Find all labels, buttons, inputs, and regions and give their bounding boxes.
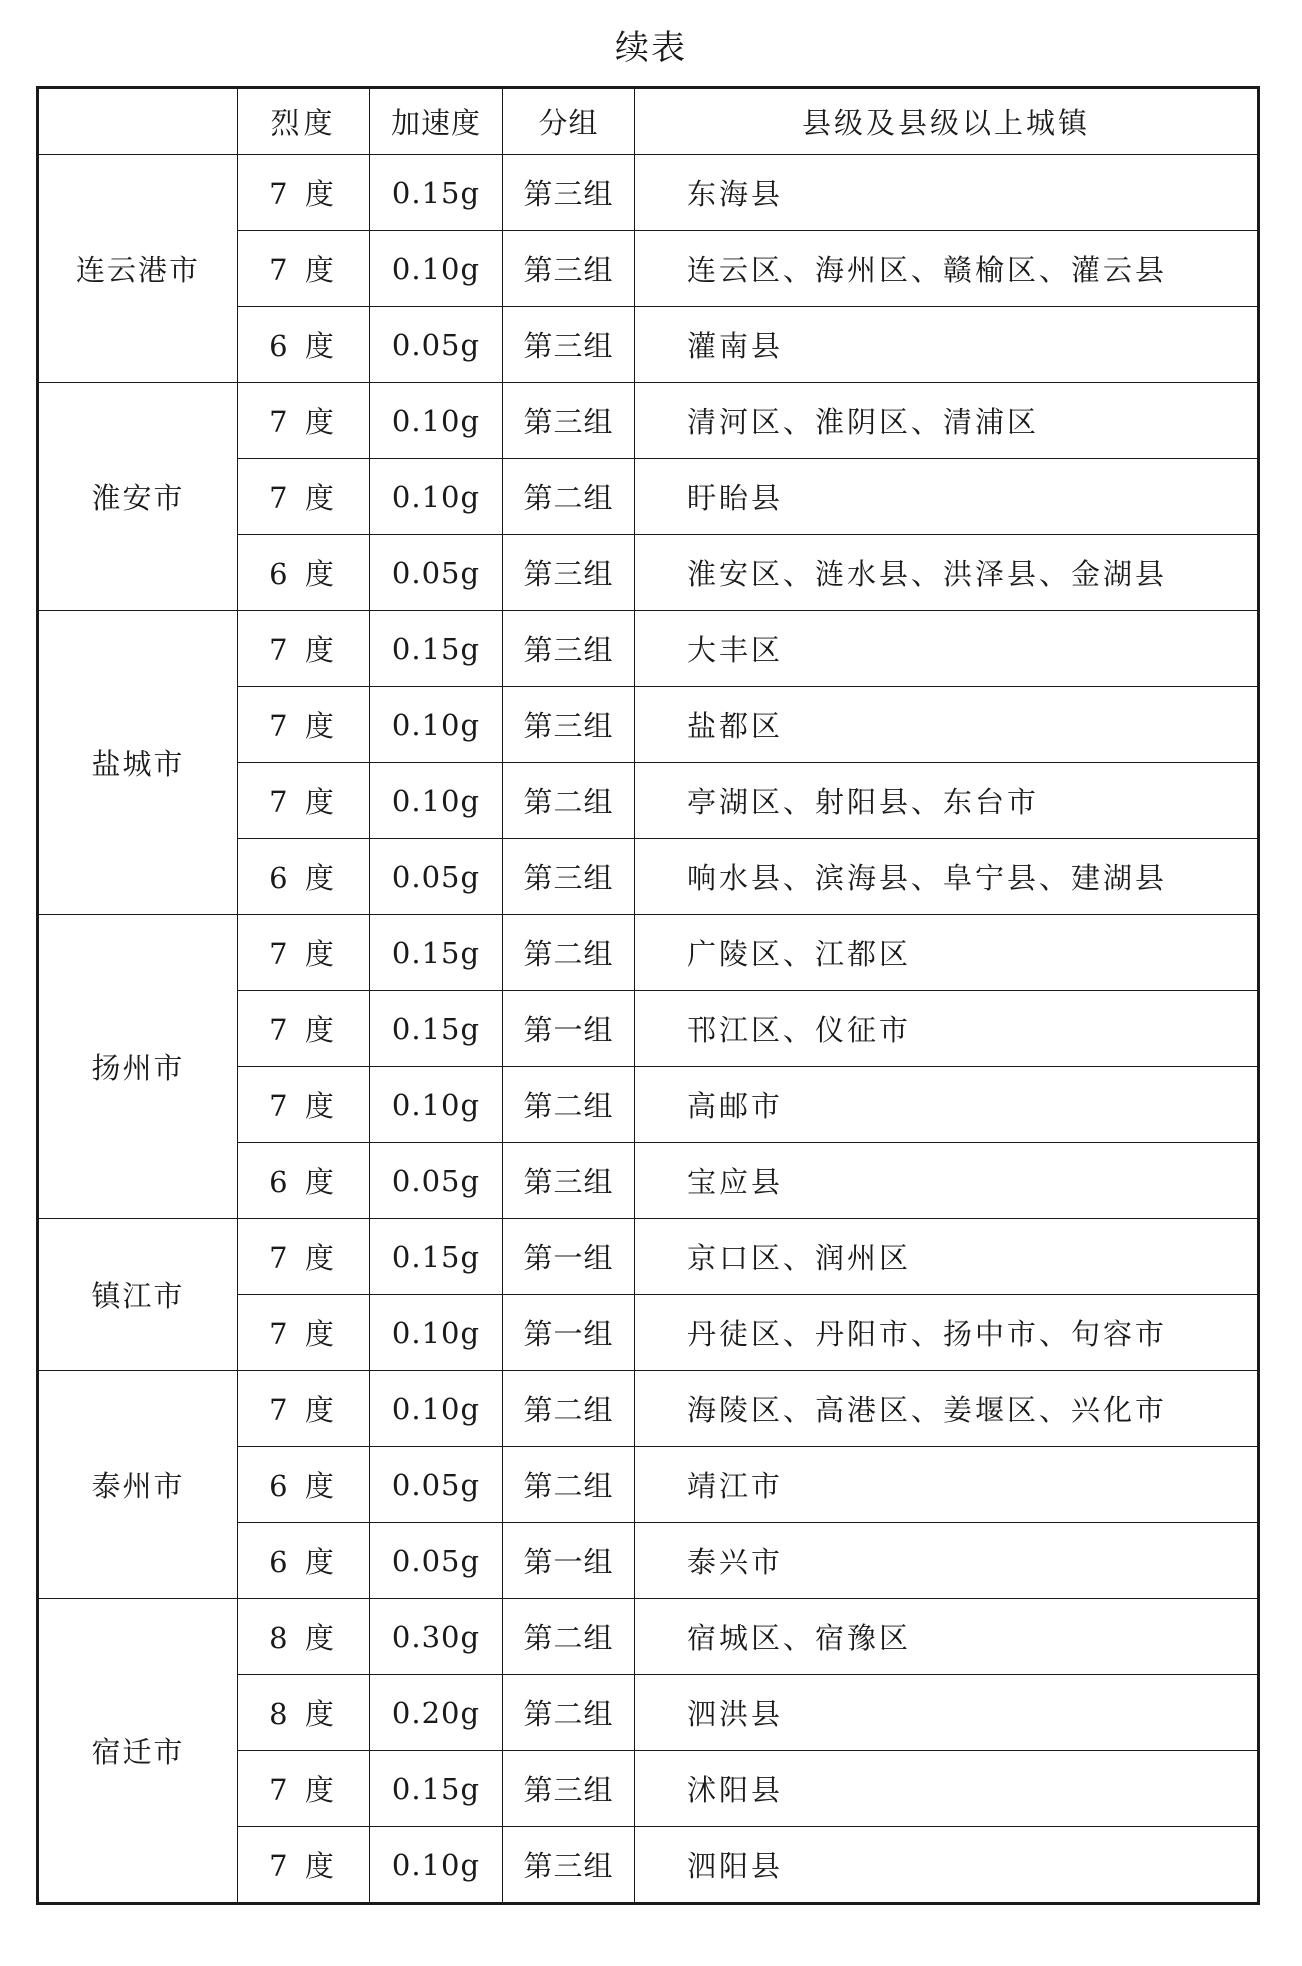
acceleration-cell: 0.10g <box>370 1295 503 1371</box>
group-cell: 第三组 <box>503 611 635 687</box>
towns-cell: 灌南县 <box>635 307 1259 383</box>
acceleration-cell: 0.05g <box>370 307 503 383</box>
group-cell: 第三组 <box>503 1143 635 1219</box>
city-cell: 淮安市 <box>38 383 238 611</box>
intensity-cell: 6 度 <box>238 307 370 383</box>
group-cell: 第三组 <box>503 231 635 307</box>
intensity-cell: 7 度 <box>238 1295 370 1371</box>
group-cell: 第一组 <box>503 1219 635 1295</box>
towns-cell: 泗洪县 <box>635 1675 1259 1751</box>
group-cell: 第二组 <box>503 1067 635 1143</box>
towns-cell: 沭阳县 <box>635 1751 1259 1827</box>
seismic-parameter-table <box>36 86 1260 1905</box>
page-title: 续表 <box>615 28 687 68</box>
towns-cell: 盐都区 <box>635 687 1259 763</box>
city-cell: 泰州市 <box>38 1371 238 1599</box>
towns-cell: 淮安区、涟水县、洪泽县、金湖县 <box>635 535 1259 611</box>
acceleration-cell: 0.05g <box>370 1143 503 1219</box>
acceleration-cell: 0.10g <box>370 687 503 763</box>
towns-cell: 泗阳县 <box>635 1827 1259 1904</box>
intensity-cell: 7 度 <box>238 1067 370 1143</box>
group-cell: 第二组 <box>503 915 635 991</box>
towns-cell: 广陵区、江都区 <box>635 915 1259 991</box>
group-cell: 第三组 <box>503 383 635 459</box>
group-cell: 第三组 <box>503 535 635 611</box>
towns-cell: 东海县 <box>635 155 1259 231</box>
group-cell: 第二组 <box>503 1371 635 1447</box>
intensity-cell: 7 度 <box>238 991 370 1067</box>
table-header-row <box>38 88 1259 155</box>
table-row <box>38 915 1259 991</box>
group-cell: 第一组 <box>503 991 635 1067</box>
towns-cell: 连云区、海州区、赣榆区、灌云县 <box>635 231 1259 307</box>
intensity-cell: 7 度 <box>238 915 370 991</box>
group-cell: 第二组 <box>503 459 635 535</box>
acceleration-cell: 0.30g <box>370 1599 503 1675</box>
city-cell: 扬州市 <box>38 915 238 1219</box>
towns-cell: 京口区、润州区 <box>635 1219 1259 1295</box>
acceleration-cell: 0.15g <box>370 991 503 1067</box>
intensity-cell: 6 度 <box>238 1447 370 1523</box>
city-cell: 盐城市 <box>38 611 238 915</box>
acceleration-cell: 0.15g <box>370 611 503 687</box>
table-row <box>38 383 1259 459</box>
group-cell: 第三组 <box>503 155 635 231</box>
intensity-cell: 7 度 <box>238 155 370 231</box>
acceleration-cell: 0.10g <box>370 1827 503 1904</box>
acceleration-cell: 0.10g <box>370 1067 503 1143</box>
acceleration-cell: 0.05g <box>370 1523 503 1599</box>
header-acceleration: 加速度 <box>370 88 503 155</box>
group-cell: 第二组 <box>503 1447 635 1523</box>
acceleration-cell: 0.10g <box>370 763 503 839</box>
header-towns: 县级及县级以上城镇 <box>635 88 1259 155</box>
group-cell: 第二组 <box>503 1675 635 1751</box>
towns-cell: 邗江区、仪征市 <box>635 991 1259 1067</box>
intensity-cell: 7 度 <box>238 383 370 459</box>
intensity-cell: 7 度 <box>238 687 370 763</box>
header-city <box>38 88 238 155</box>
acceleration-cell: 0.15g <box>370 155 503 231</box>
acceleration-cell: 0.10g <box>370 383 503 459</box>
acceleration-cell: 0.05g <box>370 839 503 915</box>
acceleration-cell: 0.10g <box>370 459 503 535</box>
header-intensity: 烈度 <box>238 88 370 155</box>
group-cell: 第三组 <box>503 687 635 763</box>
towns-cell: 宿城区、宿豫区 <box>635 1599 1259 1675</box>
towns-cell: 大丰区 <box>635 611 1259 687</box>
group-cell: 第三组 <box>503 307 635 383</box>
intensity-cell: 7 度 <box>238 1827 370 1904</box>
intensity-cell: 6 度 <box>238 839 370 915</box>
group-cell: 第三组 <box>503 1827 635 1904</box>
group-cell: 第一组 <box>503 1295 635 1371</box>
towns-cell: 盱眙县 <box>635 459 1259 535</box>
towns-cell: 宝应县 <box>635 1143 1259 1219</box>
intensity-cell: 6 度 <box>238 1143 370 1219</box>
intensity-cell: 6 度 <box>238 1523 370 1599</box>
intensity-cell: 8 度 <box>238 1599 370 1675</box>
city-cell: 宿迁市 <box>38 1599 238 1904</box>
header-group: 分组 <box>503 88 635 155</box>
towns-cell: 高邮市 <box>635 1067 1259 1143</box>
acceleration-cell: 0.10g <box>370 1371 503 1447</box>
table-row <box>38 611 1259 687</box>
acceleration-cell: 0.20g <box>370 1675 503 1751</box>
group-cell: 第三组 <box>503 839 635 915</box>
group-cell: 第二组 <box>503 763 635 839</box>
towns-cell: 响水县、滨海县、阜宁县、建湖县 <box>635 839 1259 915</box>
intensity-cell: 7 度 <box>238 1219 370 1295</box>
towns-cell: 海陵区、高港区、姜堰区、兴化市 <box>635 1371 1259 1447</box>
group-cell: 第一组 <box>503 1523 635 1599</box>
intensity-cell: 7 度 <box>238 763 370 839</box>
acceleration-cell: 0.15g <box>370 1751 503 1827</box>
table-row <box>38 1371 1259 1447</box>
intensity-cell: 7 度 <box>238 611 370 687</box>
intensity-cell: 7 度 <box>238 1751 370 1827</box>
acceleration-cell: 0.10g <box>370 231 503 307</box>
table-body <box>38 155 1259 1904</box>
group-cell: 第三组 <box>503 1751 635 1827</box>
intensity-cell: 6 度 <box>238 535 370 611</box>
city-cell: 镇江市 <box>38 1219 238 1371</box>
towns-cell: 亭湖区、射阳县、东台市 <box>635 763 1259 839</box>
acceleration-cell: 0.05g <box>370 535 503 611</box>
table-row <box>38 1599 1259 1675</box>
towns-cell: 泰兴市 <box>635 1523 1259 1599</box>
acceleration-cell: 0.15g <box>370 1219 503 1295</box>
towns-cell: 清河区、淮阴区、清浦区 <box>635 383 1259 459</box>
towns-cell: 丹徒区、丹阳市、扬中市、句容市 <box>635 1295 1259 1371</box>
towns-cell: 靖江市 <box>635 1447 1259 1523</box>
intensity-cell: 7 度 <box>238 231 370 307</box>
group-cell: 第二组 <box>503 1599 635 1675</box>
table-row <box>38 1219 1259 1295</box>
intensity-cell: 7 度 <box>238 459 370 535</box>
acceleration-cell: 0.05g <box>370 1447 503 1523</box>
intensity-cell: 8 度 <box>238 1675 370 1751</box>
acceleration-cell: 0.15g <box>370 915 503 991</box>
intensity-cell: 7 度 <box>238 1371 370 1447</box>
table-row <box>38 155 1259 231</box>
city-cell: 连云港市 <box>38 155 238 383</box>
